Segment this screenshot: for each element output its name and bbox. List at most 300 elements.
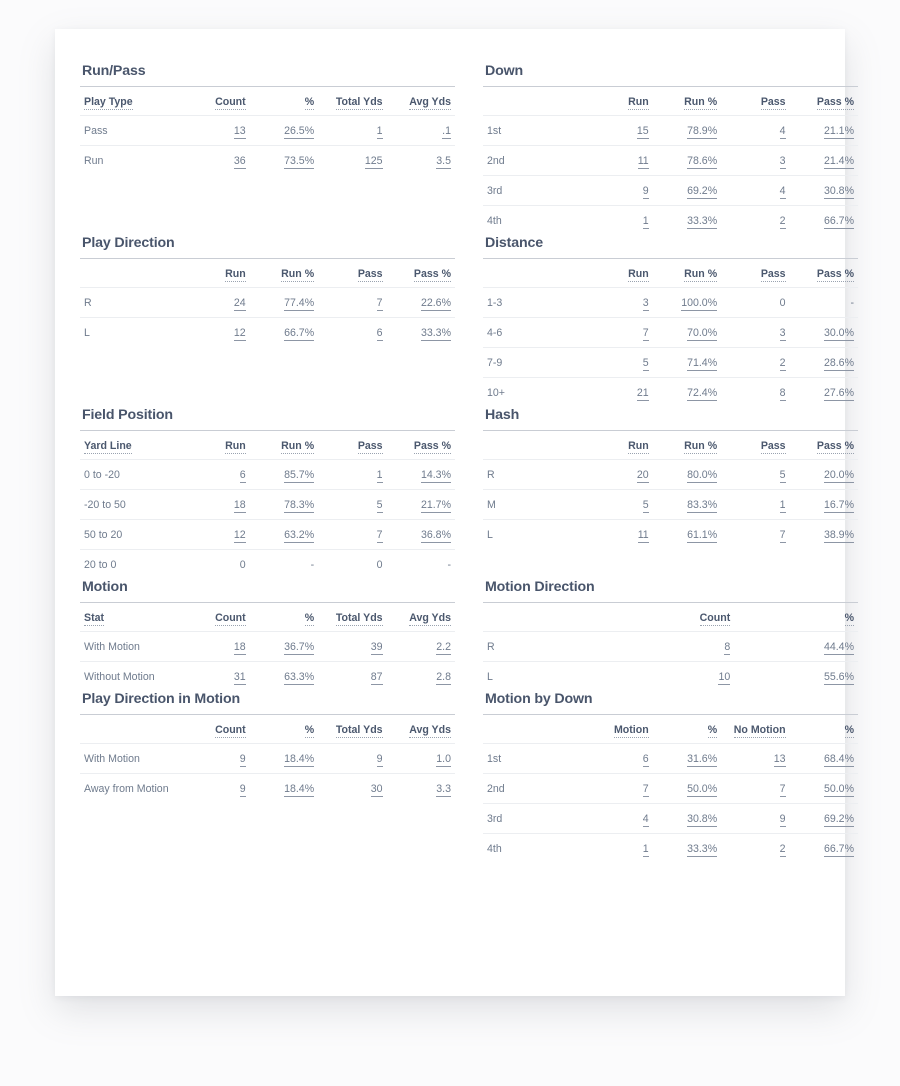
row-label: 4th bbox=[483, 206, 584, 236]
column-header-run[interactable] bbox=[653, 259, 721, 288]
cell-run[interactable] bbox=[653, 520, 721, 550]
cell-run[interactable] bbox=[653, 116, 721, 146]
table-row bbox=[483, 378, 858, 408]
cell-value-link[interactable]: 36.7% bbox=[284, 641, 315, 653]
table-motion bbox=[80, 602, 455, 691]
cell-pass[interactable] bbox=[318, 318, 386, 348]
cell-value-link[interactable]: 24 bbox=[233, 297, 246, 309]
table-header-row bbox=[483, 431, 858, 460]
column-header-pass[interactable] bbox=[318, 259, 386, 288]
cell-pass[interactable] bbox=[721, 146, 789, 176]
cell-total-yds[interactable] bbox=[318, 774, 386, 804]
cell-value-link[interactable]: 1 bbox=[779, 499, 786, 511]
cell-count[interactable] bbox=[181, 146, 249, 176]
column-header-blank[interactable] bbox=[250, 603, 318, 632]
cell-value-link[interactable]: 3 bbox=[779, 327, 786, 339]
cell-count[interactable] bbox=[181, 116, 249, 146]
cell-run[interactable] bbox=[584, 116, 652, 146]
cell-blank[interactable] bbox=[653, 804, 721, 834]
cell-pass[interactable] bbox=[387, 490, 455, 520]
cell-total-yds[interactable] bbox=[318, 116, 386, 146]
cell-run[interactable] bbox=[584, 378, 652, 408]
cell-value-link[interactable]: 78.9% bbox=[687, 125, 718, 137]
cell-value-link[interactable]: 21.4% bbox=[823, 155, 854, 167]
cell-value-link[interactable]: 50.0% bbox=[823, 783, 854, 795]
cell-pass[interactable] bbox=[721, 116, 789, 146]
cell-pass[interactable] bbox=[387, 460, 455, 490]
cell-value-link[interactable]: 10 bbox=[718, 671, 731, 683]
column-header-run[interactable] bbox=[584, 431, 652, 460]
column-header-yard-line[interactable] bbox=[80, 431, 181, 460]
column-header-blank[interactable] bbox=[653, 715, 721, 744]
cell-value-link[interactable]: 63.3% bbox=[284, 671, 315, 683]
cell-run[interactable] bbox=[584, 176, 652, 206]
column-header-avg-yds[interactable] bbox=[387, 87, 455, 116]
column-header-total-yds[interactable] bbox=[318, 603, 386, 632]
cell-pass[interactable] bbox=[721, 176, 789, 206]
cell-avg-yds[interactable] bbox=[387, 744, 455, 774]
cell-value-link[interactable]: 8 bbox=[724, 641, 731, 653]
cell-value-link[interactable]: 3 bbox=[779, 155, 786, 167]
column-header-label: Run % bbox=[281, 440, 315, 452]
cell-run[interactable] bbox=[250, 288, 318, 318]
cell-no-motion[interactable] bbox=[721, 744, 789, 774]
row-label: 0 to -20 bbox=[80, 460, 181, 490]
table-row bbox=[80, 520, 455, 550]
cell-run[interactable] bbox=[584, 146, 652, 176]
column-header-label: Count bbox=[215, 96, 246, 108]
cell-value-link[interactable]: 7 bbox=[642, 783, 649, 795]
cell-motion[interactable] bbox=[584, 804, 652, 834]
cell-value-link[interactable]: 71.4% bbox=[687, 357, 718, 369]
cell-value-link[interactable]: 30.0% bbox=[823, 327, 854, 339]
table-hash bbox=[483, 430, 858, 578]
cell-run[interactable] bbox=[181, 520, 249, 550]
column-header-label: Avg Yds bbox=[409, 96, 451, 108]
cell-pass[interactable] bbox=[790, 146, 858, 176]
cell-value-link[interactable]: 8 bbox=[779, 387, 786, 399]
cell-value-link[interactable]: 4 bbox=[642, 813, 649, 825]
column-header-label: Pass bbox=[760, 96, 786, 108]
column-header-label: Run bbox=[628, 440, 649, 452]
cell-value-link[interactable]: 30.8% bbox=[687, 813, 718, 825]
cell-count[interactable] bbox=[181, 744, 249, 774]
cell-pass[interactable] bbox=[790, 378, 858, 408]
cell-pass[interactable] bbox=[721, 378, 789, 408]
cell-no-motion[interactable] bbox=[721, 804, 789, 834]
cell-value-link[interactable]: 78.3% bbox=[284, 499, 315, 511]
column-header-avg-yds[interactable] bbox=[387, 715, 455, 744]
cell-run[interactable] bbox=[653, 206, 721, 236]
cell-run[interactable] bbox=[584, 206, 652, 236]
column-header-count[interactable] bbox=[181, 603, 249, 632]
cell-run[interactable] bbox=[584, 490, 652, 520]
cell-pass[interactable] bbox=[790, 206, 858, 236]
column-header-run[interactable] bbox=[250, 431, 318, 460]
row-label: 2nd bbox=[483, 146, 584, 176]
cell-value-link[interactable]: 1 bbox=[376, 469, 383, 481]
cell-pass[interactable] bbox=[387, 318, 455, 348]
column-header-blank bbox=[483, 431, 584, 460]
cell-value-link[interactable]: 36.8% bbox=[420, 529, 451, 541]
table-play-direction-in-motion bbox=[80, 714, 455, 861]
column-header-blank[interactable] bbox=[250, 715, 318, 744]
cell-blank[interactable] bbox=[653, 744, 721, 774]
cell-pass[interactable] bbox=[721, 206, 789, 236]
cell-value-link[interactable]: 30.8% bbox=[823, 185, 854, 197]
column-header-stat[interactable] bbox=[80, 603, 181, 632]
cell-value-link[interactable]: 68.4% bbox=[823, 753, 854, 765]
cell-pass[interactable] bbox=[318, 288, 386, 318]
table-row bbox=[80, 490, 455, 520]
cell-value-link[interactable]: 72.4% bbox=[687, 387, 718, 399]
cell-pass[interactable] bbox=[721, 460, 789, 490]
cell-value-link[interactable]: 21.1% bbox=[823, 125, 854, 137]
cell-value-link[interactable]: 1.0 bbox=[436, 753, 451, 765]
cell-blank[interactable] bbox=[653, 834, 721, 864]
cell-value-link[interactable]: 5 bbox=[642, 499, 649, 511]
cell-blank[interactable] bbox=[250, 774, 318, 804]
cell-total-yds[interactable] bbox=[318, 662, 386, 692]
cell-value-link[interactable]: 33.3% bbox=[687, 843, 718, 855]
cell-pass[interactable] bbox=[790, 116, 858, 146]
cell-run[interactable] bbox=[250, 318, 318, 348]
column-header-label: Run % bbox=[684, 96, 718, 108]
cell-pass[interactable] bbox=[790, 460, 858, 490]
cell-run[interactable] bbox=[181, 460, 249, 490]
cell-count[interactable] bbox=[181, 774, 249, 804]
table-row bbox=[483, 318, 858, 348]
cell-motion[interactable] bbox=[584, 834, 652, 864]
cell-value-link[interactable]: 5 bbox=[376, 499, 383, 511]
cell-value-link[interactable]: 14.3% bbox=[420, 469, 451, 481]
column-header-pass[interactable] bbox=[387, 259, 455, 288]
cell-pass[interactable] bbox=[721, 490, 789, 520]
cell-value-link[interactable]: 7 bbox=[779, 529, 786, 541]
cell-value-link[interactable]: 13 bbox=[773, 753, 786, 765]
cell-value-link[interactable]: 7 bbox=[642, 327, 649, 339]
cell-value-link[interactable]: 30 bbox=[370, 783, 383, 795]
cell-pass[interactable] bbox=[318, 460, 386, 490]
cell-value-link[interactable]: 9 bbox=[376, 753, 383, 765]
column-header-pass[interactable] bbox=[721, 431, 789, 460]
cell-value-link[interactable]: 7 bbox=[779, 783, 786, 795]
column-header-label: Pass bbox=[357, 440, 383, 452]
cell-motion[interactable] bbox=[584, 774, 652, 804]
cell-blank[interactable] bbox=[250, 146, 318, 176]
panel-motion-by-down bbox=[478, 691, 863, 863]
cell-value-link[interactable]: 1 bbox=[376, 125, 383, 137]
column-header-avg-yds[interactable] bbox=[387, 603, 455, 632]
column-header-run[interactable] bbox=[181, 259, 249, 288]
cell-avg-yds[interactable] bbox=[387, 662, 455, 692]
cell-value-link[interactable]: 1 bbox=[642, 215, 649, 227]
cell-value-link[interactable]: 50.0% bbox=[687, 783, 718, 795]
table-spacer-row bbox=[80, 175, 455, 204]
cell-pass[interactable] bbox=[790, 318, 858, 348]
cell-blank[interactable] bbox=[250, 632, 318, 662]
cell-value-link[interactable]: 70.0% bbox=[687, 327, 718, 339]
column-header-pass[interactable] bbox=[790, 87, 858, 116]
cell-value-link[interactable]: 18.4% bbox=[284, 753, 315, 765]
column-header-count[interactable] bbox=[181, 715, 249, 744]
cell-run[interactable] bbox=[181, 490, 249, 520]
column-header-run[interactable] bbox=[584, 87, 652, 116]
cell-value-link[interactable]: 31.6% bbox=[687, 753, 718, 765]
cell-value-link[interactable]: 15 bbox=[636, 125, 649, 137]
panel-title-play-direction-in-motion: Play Direction in Motion bbox=[82, 691, 240, 707]
cell-count[interactable] bbox=[611, 632, 735, 662]
cell-value-link[interactable]: 63.2% bbox=[284, 529, 315, 541]
panel-motion-direction bbox=[478, 579, 863, 691]
table-row bbox=[483, 176, 858, 206]
column-header-blank[interactable] bbox=[734, 603, 858, 632]
cell-value-link[interactable]: 9 bbox=[239, 753, 246, 765]
cell-run[interactable] bbox=[653, 348, 721, 378]
cell-value-link[interactable]: 3.5 bbox=[436, 155, 451, 167]
column-header-pass[interactable] bbox=[318, 431, 386, 460]
cell-value-link[interactable]: 77.4% bbox=[284, 297, 315, 309]
cell-run[interactable] bbox=[181, 318, 249, 348]
panel-field-position bbox=[75, 407, 460, 579]
cell-value-link[interactable]: 9 bbox=[642, 185, 649, 197]
cell-run[interactable] bbox=[653, 318, 721, 348]
cell-pass[interactable] bbox=[318, 520, 386, 550]
cell-value-link[interactable]: 5 bbox=[779, 469, 786, 481]
panel-title-hash: Hash bbox=[485, 407, 520, 423]
cell-blank[interactable] bbox=[734, 662, 858, 692]
table-row bbox=[483, 744, 858, 774]
cell-blank[interactable] bbox=[653, 774, 721, 804]
column-header-motion[interactable] bbox=[584, 715, 652, 744]
cell-run[interactable] bbox=[653, 176, 721, 206]
cell-value-link[interactable]: 1 bbox=[642, 843, 649, 855]
column-header-label: Avg Yds bbox=[409, 724, 451, 736]
cell-value-link[interactable]: 4 bbox=[779, 185, 786, 197]
cell-avg-yds[interactable] bbox=[387, 774, 455, 804]
cell-total-yds[interactable] bbox=[318, 744, 386, 774]
column-header-run[interactable] bbox=[653, 431, 721, 460]
table-header-row bbox=[80, 715, 455, 744]
cell-blank[interactable] bbox=[790, 774, 858, 804]
cell-pass[interactable] bbox=[790, 520, 858, 550]
cell-blank[interactable] bbox=[250, 116, 318, 146]
cell-value-link[interactable]: 7 bbox=[376, 297, 383, 309]
column-header-label: Total Yds bbox=[335, 724, 383, 736]
cell-value-link[interactable]: 66.7% bbox=[823, 843, 854, 855]
cell-value-link[interactable]: 2.2 bbox=[436, 641, 451, 653]
cell-value-link[interactable]: 55.6% bbox=[823, 671, 854, 683]
cell-value-link[interactable]: 100.0% bbox=[681, 297, 718, 309]
cell-motion[interactable] bbox=[584, 744, 652, 774]
column-header-label: Run bbox=[628, 268, 649, 280]
cell-run[interactable] bbox=[584, 460, 652, 490]
cell-value-link[interactable]: 125 bbox=[364, 155, 383, 167]
cell-run[interactable] bbox=[653, 288, 721, 318]
cell-value-link[interactable]: 9 bbox=[779, 813, 786, 825]
cell-value-link[interactable]: 2.8 bbox=[436, 671, 451, 683]
cell-pass: 0 bbox=[721, 288, 789, 318]
column-header-no-motion[interactable] bbox=[721, 715, 789, 744]
cell-pass[interactable] bbox=[387, 520, 455, 550]
cell-run[interactable] bbox=[250, 490, 318, 520]
cell-blank[interactable] bbox=[250, 662, 318, 692]
cell-value-link[interactable]: 12 bbox=[233, 529, 246, 541]
cell-value-link[interactable]: 33.3% bbox=[687, 215, 718, 227]
cell-pass[interactable] bbox=[318, 490, 386, 520]
cell-run[interactable] bbox=[653, 490, 721, 520]
cell-value-link[interactable]: 69.2% bbox=[823, 813, 854, 825]
column-header-count[interactable] bbox=[611, 603, 735, 632]
column-header-label: Pass % bbox=[413, 268, 451, 280]
column-header-pass[interactable] bbox=[387, 431, 455, 460]
cell-value-link[interactable]: 78.6% bbox=[687, 155, 718, 167]
row-label: L bbox=[483, 662, 611, 692]
cell-blank[interactable] bbox=[250, 744, 318, 774]
cell-value-link[interactable]: 26.5% bbox=[284, 125, 315, 137]
cell-value-link[interactable]: 9 bbox=[239, 783, 246, 795]
cell-run[interactable] bbox=[584, 348, 652, 378]
cell-value-link[interactable]: 44.4% bbox=[823, 641, 854, 653]
cell-pass[interactable] bbox=[790, 490, 858, 520]
cell-blank[interactable] bbox=[790, 744, 858, 774]
cell-value-link[interactable]: 6 bbox=[642, 753, 649, 765]
cell-value-link[interactable]: 6 bbox=[239, 469, 246, 481]
column-header-label: Pass % bbox=[816, 440, 854, 452]
cell-run[interactable] bbox=[653, 146, 721, 176]
cell-blank[interactable] bbox=[790, 804, 858, 834]
cell-value-link[interactable]: 11 bbox=[637, 155, 649, 167]
cell-value-link[interactable]: 80.0% bbox=[687, 469, 718, 481]
cell-run[interactable] bbox=[584, 520, 652, 550]
cell-avg-yds[interactable] bbox=[387, 632, 455, 662]
cell-avg-yds[interactable] bbox=[387, 116, 455, 146]
cell-value-link[interactable]: 13 bbox=[233, 125, 246, 137]
cell-value-link[interactable]: 38.9% bbox=[823, 529, 854, 541]
column-header-count[interactable] bbox=[181, 87, 249, 116]
cell-value-link[interactable]: 61.1% bbox=[687, 529, 718, 541]
cell-value-link[interactable]: 2 bbox=[779, 843, 786, 855]
cell-total-yds[interactable] bbox=[318, 632, 386, 662]
cell-value-link[interactable]: 85.7% bbox=[284, 469, 315, 481]
cell-pass[interactable] bbox=[790, 176, 858, 206]
cell-value-link[interactable]: 83.3% bbox=[687, 499, 718, 511]
cell-value-link[interactable]: .1 bbox=[442, 125, 451, 137]
cell-value-link[interactable]: 18 bbox=[233, 499, 246, 511]
table-row bbox=[80, 460, 455, 490]
table-row bbox=[483, 774, 858, 804]
cell-value-link[interactable]: 11 bbox=[637, 529, 649, 541]
column-header-label: Pass % bbox=[816, 96, 854, 108]
cell-value-link[interactable]: 22.6% bbox=[420, 297, 451, 309]
cell-count[interactable] bbox=[611, 662, 735, 692]
cell-value-link[interactable]: 18 bbox=[233, 641, 246, 653]
column-header-pass[interactable] bbox=[721, 259, 789, 288]
column-header-blank[interactable] bbox=[790, 715, 858, 744]
cell-run: 0 bbox=[181, 550, 249, 580]
cell-run[interactable] bbox=[250, 520, 318, 550]
cell-run[interactable] bbox=[584, 318, 652, 348]
column-header-pass[interactable] bbox=[721, 87, 789, 116]
cell-value-link[interactable]: 69.2% bbox=[687, 185, 718, 197]
cell-no-motion[interactable] bbox=[721, 834, 789, 864]
cell-value-link[interactable]: 7 bbox=[376, 529, 383, 541]
cell-pass[interactable] bbox=[721, 318, 789, 348]
column-header-pass[interactable] bbox=[790, 431, 858, 460]
cell-value-link[interactable]: 36 bbox=[233, 155, 246, 167]
cell-value-link[interactable]: 27.6% bbox=[823, 387, 854, 399]
cell-value-link[interactable]: 20.0% bbox=[823, 469, 854, 481]
cell-value-link[interactable]: 66.7% bbox=[284, 327, 315, 339]
cell-value-link[interactable]: 12 bbox=[233, 327, 246, 339]
cell-total-yds[interactable] bbox=[318, 146, 386, 176]
cell-run[interactable] bbox=[181, 288, 249, 318]
cell-count[interactable] bbox=[181, 662, 249, 692]
cell-value-link[interactable]: 31 bbox=[233, 671, 246, 683]
cell-pass[interactable] bbox=[387, 288, 455, 318]
cell-value-link[interactable]: 16.7% bbox=[823, 499, 854, 511]
cell-value-link[interactable]: 6 bbox=[376, 327, 383, 339]
table-distance bbox=[483, 258, 858, 407]
cell-value-link[interactable]: 28.6% bbox=[823, 357, 854, 369]
cell-pass[interactable] bbox=[790, 348, 858, 378]
column-header-run[interactable] bbox=[181, 431, 249, 460]
table-down bbox=[483, 86, 858, 235]
column-header-label: Run % bbox=[684, 268, 718, 280]
cell-value-link[interactable]: 66.7% bbox=[823, 215, 854, 227]
cell-value-link[interactable]: 3 bbox=[642, 297, 649, 309]
column-header-total-yds[interactable] bbox=[318, 87, 386, 116]
cell-count[interactable] bbox=[181, 632, 249, 662]
cell-run[interactable] bbox=[584, 288, 652, 318]
cell-run[interactable] bbox=[653, 460, 721, 490]
cell-avg-yds[interactable] bbox=[387, 146, 455, 176]
table-run-pass bbox=[80, 86, 455, 233]
table-header-row bbox=[483, 259, 858, 288]
cell-value-link[interactable]: 20 bbox=[636, 469, 649, 481]
cell-value-link[interactable]: 18.4% bbox=[284, 783, 315, 795]
column-header-run[interactable] bbox=[250, 259, 318, 288]
cell-value-link[interactable]: 21 bbox=[636, 387, 649, 399]
cell-pass[interactable] bbox=[721, 520, 789, 550]
column-header-run[interactable] bbox=[584, 259, 652, 288]
cell-value-link[interactable]: 33.3% bbox=[420, 327, 451, 339]
cell-value-link[interactable]: 73.5% bbox=[284, 155, 315, 167]
column-header-label: % bbox=[844, 724, 854, 736]
column-header-total-yds[interactable] bbox=[318, 715, 386, 744]
row-label: 3rd bbox=[483, 176, 584, 206]
cell-value-link[interactable]: 4 bbox=[779, 125, 786, 137]
cell-blank[interactable] bbox=[790, 834, 858, 864]
column-header-run[interactable] bbox=[653, 87, 721, 116]
cell-value-link[interactable]: 21.7% bbox=[420, 499, 451, 511]
column-header-pass[interactable] bbox=[790, 259, 858, 288]
cell-value-link[interactable]: 5 bbox=[642, 357, 649, 369]
cell-pass[interactable] bbox=[721, 348, 789, 378]
cell-value-link[interactable]: 87 bbox=[370, 671, 383, 683]
column-header-play-type[interactable] bbox=[80, 87, 181, 116]
cell-run[interactable] bbox=[250, 460, 318, 490]
cell-value-link[interactable]: 2 bbox=[779, 215, 786, 227]
cell-value-link[interactable]: 39 bbox=[370, 641, 383, 653]
cell-value-link[interactable]: 3.3 bbox=[436, 783, 451, 795]
cell-no-motion[interactable] bbox=[721, 774, 789, 804]
cell-run[interactable] bbox=[653, 378, 721, 408]
table-row bbox=[80, 744, 455, 774]
cell-blank[interactable] bbox=[734, 632, 858, 662]
column-header-blank[interactable] bbox=[250, 87, 318, 116]
cell-value-link[interactable]: 2 bbox=[779, 357, 786, 369]
